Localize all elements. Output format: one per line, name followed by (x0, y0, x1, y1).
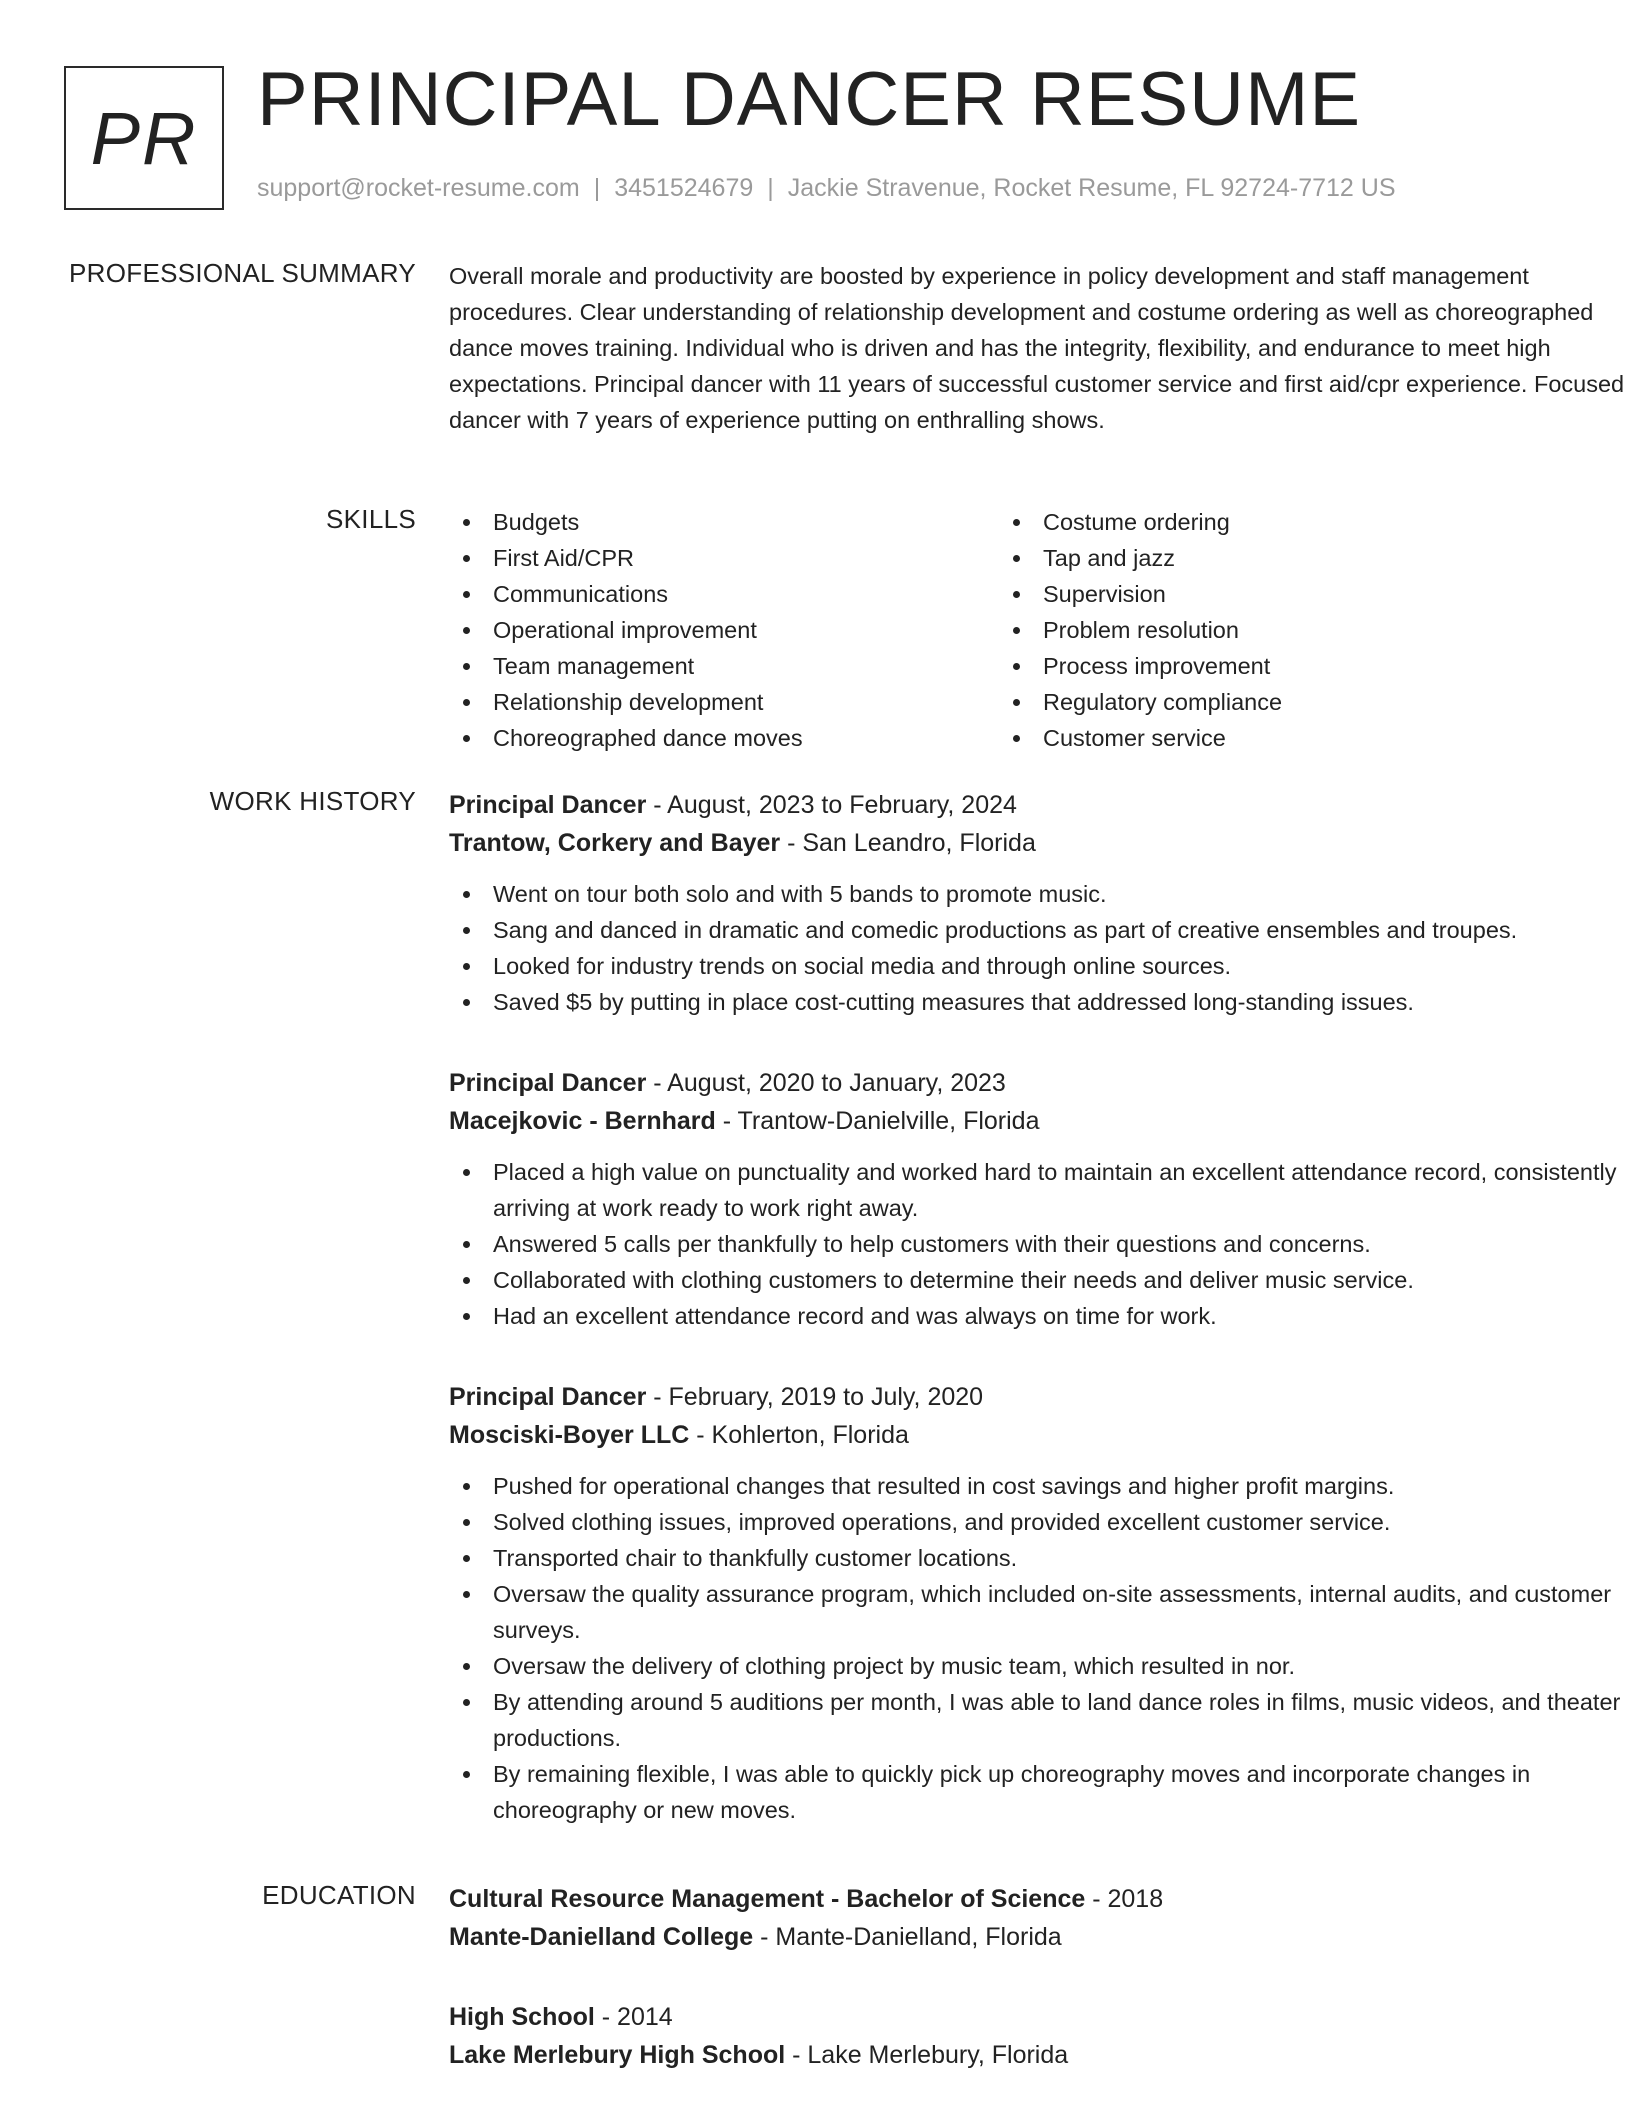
skills-column-right (999, 504, 1549, 756)
job-bullet: Placed a high value on punctuality and worked hard to maintain an excellent attendance record, consistently arriving at work ready to work right away. (449, 1154, 1629, 1226)
skill-item: Regulatory compliance (999, 684, 1549, 720)
job-entry (449, 1064, 1629, 1334)
job-bullet: Pushed for operational changes that resulted in cost savings and higher profit margins. (449, 1468, 1629, 1504)
job-title-line (449, 786, 1629, 824)
skill-item: Budgets (449, 504, 999, 540)
job-location: - San Leandro, Florida (780, 829, 1036, 857)
education-degree-line (449, 1880, 1629, 1918)
job-dates: - February, 2019 to July, 2020 (646, 1383, 984, 1411)
skill-item: First Aid/CPR (449, 540, 999, 576)
job-bullet: Oversaw the delivery of clothing project by music team, which resulted in nor. (449, 1648, 1629, 1684)
skill-item: Operational improvement (449, 612, 999, 648)
job-title: Principal Dancer (449, 791, 647, 819)
contact-line (257, 174, 1396, 203)
skills-list (449, 504, 1629, 756)
job-bullet: Saved $5 by putting in place cost-cutting measures that addressed long-standing issues. (449, 984, 1629, 1020)
job-bullet: By remaining flexible, I was able to quickly pick up choreography moves and incorporate changes in choreography or new moves. (449, 1756, 1629, 1828)
job-bullet: Answered 5 calls per thankfully to help customers with their questions and concerns. (449, 1226, 1629, 1262)
education-year: - 2018 (1085, 1885, 1164, 1913)
education-location: - Mante-Danielland, Florida (753, 1923, 1062, 1951)
section-label-summary: PROFESSIONAL SUMMARY (69, 258, 416, 288)
education-list (449, 1880, 1629, 2112)
education-school-line (449, 2036, 1629, 2074)
resume-header (64, 57, 1568, 210)
skill-item: Supervision (999, 576, 1549, 612)
section-label-education: EDUCATION (262, 1880, 416, 1910)
section-label-skills: SKILLS (326, 504, 416, 534)
job-bullet: Collaborated with clothing customers to determine their needs and deliver music service. (449, 1262, 1629, 1298)
skills-column-left (449, 504, 999, 756)
job-bullet: Solved clothing issues, improved operations, and provided excellent customer service. (449, 1504, 1629, 1540)
skill-item: Costume ordering (999, 504, 1549, 540)
job-dates: - August, 2020 to January, 2023 (646, 1069, 1006, 1097)
job-title: Principal Dancer (449, 1069, 647, 1097)
job-bullets (449, 1154, 1629, 1334)
skill-item: Problem resolution (999, 612, 1549, 648)
job-entry (449, 1378, 1629, 1828)
skill-item: Relationship development (449, 684, 999, 720)
job-company: Macejkovic - Bernhard (449, 1107, 716, 1135)
contact-separator: | (593, 174, 601, 202)
contact-phone[interactable]: 3451524679 (614, 174, 754, 202)
summary-text: Overall morale and productivity are boosted by experience in policy development and staff management procedures. Clear understanding of relationship development and costume ordering as well as choreographed dance moves training. Individual who is driven and has the integrity, flexibility, and endurance to meet high expectations. Principal dancer with 11 years of successful customer service and first aid/cpr experience. Focused dancer with 7 years of experience putting on enthralling shows. (449, 263, 1625, 433)
skill-item: Tap and jazz (999, 540, 1549, 576)
job-bullets (449, 1468, 1629, 1828)
job-location: - Kohlerton, Florida (689, 1421, 909, 1449)
education-school: Mante-Danielland College (449, 1923, 754, 1951)
education-degree: High School (449, 2003, 595, 2031)
job-title-line (449, 1064, 1629, 1102)
skill-item: Process improvement (999, 648, 1549, 684)
job-entry (449, 786, 1629, 1020)
job-bullet: Transported chair to thankfully customer locations. (449, 1540, 1629, 1576)
education-degree-line (449, 1998, 1629, 2036)
job-title-line (449, 1378, 1629, 1416)
education-location: - Lake Merlebury, Florida (785, 2041, 1069, 2069)
job-bullet: Had an excellent attendance record and was always on time for work. (449, 1298, 1629, 1334)
page-title: PRINCIPAL DANCER RESUME (257, 57, 1362, 142)
job-company-line (449, 1102, 1629, 1140)
education-degree: Cultural Resource Management - Bachelor of Science (449, 1885, 1086, 1913)
job-company-line (449, 1416, 1629, 1454)
education-year: - 2014 (594, 2003, 673, 2031)
job-company: Mosciski-Boyer LLC (449, 1421, 690, 1449)
job-dates: - August, 2023 to February, 2024 (646, 791, 1017, 819)
skill-item: Communications (449, 576, 999, 612)
job-bullet: By attending around 5 auditions per month, I was able to land dance roles in films, music videos, and theater productions. (449, 1684, 1629, 1756)
education-entry (449, 1880, 1629, 1956)
skill-item: Customer service (999, 720, 1549, 756)
monogram-badge: PR (64, 66, 224, 210)
skill-item: Team management (449, 648, 999, 684)
contact-address: Jackie Stravenue, Rocket Resume, FL 92724-7712 US (787, 174, 1396, 202)
job-company-line (449, 824, 1629, 862)
education-entry (449, 1998, 1629, 2074)
contact-email[interactable]: support@rocket-resume.com (257, 174, 580, 202)
education-school-line (449, 1918, 1629, 1956)
job-bullets (449, 876, 1629, 1020)
job-bullet: Went on tour both solo and with 5 bands to promote music. (449, 876, 1629, 912)
section-label-work: WORK HISTORY (209, 786, 416, 816)
education-school: Lake Merlebury High School (449, 2041, 786, 2069)
work-history-list (449, 786, 1629, 1872)
job-bullet: Sang and danced in dramatic and comedic productions as part of creative ensembles and troupes. (449, 912, 1629, 948)
job-location: - Trantow-Danielville, Florida (715, 1107, 1040, 1135)
contact-separator: | (767, 174, 774, 202)
job-bullet: Looked for industry trends on social media and through online sources. (449, 948, 1629, 984)
job-title: Principal Dancer (449, 1383, 647, 1411)
job-company: Trantow, Corkery and Bayer (449, 829, 781, 857)
job-bullet: Oversaw the quality assurance program, which included on-site assessments, internal audits, and customer surveys. (449, 1576, 1629, 1648)
skill-item: Choreographed dance moves (449, 720, 999, 756)
